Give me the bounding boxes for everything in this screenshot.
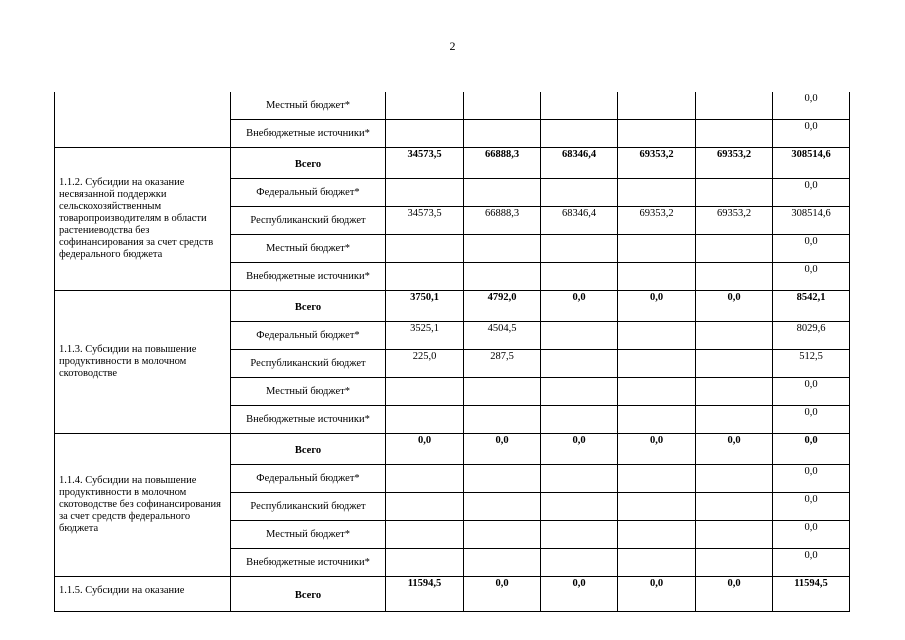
year-value-cell — [541, 406, 618, 434]
year-value-cell — [541, 465, 618, 493]
year-value-cell — [618, 465, 696, 493]
funding-source: Республиканский бюджет — [231, 493, 386, 521]
year-value-cell — [464, 235, 541, 263]
year-value-cell — [386, 378, 464, 406]
year-value-cell: 0,0 — [618, 291, 696, 322]
year-value-cell — [541, 493, 618, 521]
year-value-cell: 287,5 — [464, 350, 541, 378]
year-value-cell: 0,0 — [386, 434, 464, 465]
year-value-cell: 0,0 — [696, 291, 773, 322]
year-value-cell — [386, 406, 464, 434]
year-value-cell — [541, 235, 618, 263]
year-value-cell: 66888,3 — [464, 207, 541, 235]
total-value-cell: 0,0 — [773, 521, 850, 549]
funding-source: Внебюджетные источники* — [231, 120, 386, 148]
year-value-cell: 0,0 — [464, 577, 541, 612]
year-value-cell: 66888,3 — [464, 148, 541, 179]
year-value-cell — [618, 406, 696, 434]
year-value-cell — [386, 521, 464, 549]
funding-source: Местный бюджет* — [231, 92, 386, 120]
year-value-cell: 3750,1 — [386, 291, 464, 322]
year-value-cell — [386, 465, 464, 493]
year-value-cell — [386, 179, 464, 207]
table-total-row — [55, 148, 850, 179]
year-value-cell — [386, 235, 464, 263]
year-value-cell — [541, 521, 618, 549]
year-value-cell: 4504,5 — [464, 322, 541, 350]
year-value-cell — [696, 406, 773, 434]
funding-source: Всего — [231, 291, 386, 322]
funding-source: Местный бюджет* — [231, 378, 386, 406]
year-value-cell: 0,0 — [541, 434, 618, 465]
year-value-cell — [696, 92, 773, 120]
total-value-cell: 0,0 — [773, 434, 850, 465]
year-value-cell — [541, 92, 618, 120]
year-value-cell — [696, 493, 773, 521]
year-value-cell — [541, 350, 618, 378]
year-value-cell: 4792,0 — [464, 291, 541, 322]
year-value-cell — [464, 406, 541, 434]
funding-source: Местный бюджет* — [231, 235, 386, 263]
measure-description: 1.1.3. Субсидии на повышение продуктивности в молочном скотоводстве — [55, 291, 231, 434]
year-value-cell — [541, 549, 618, 577]
year-value-cell — [696, 120, 773, 148]
year-value-cell: 225,0 — [386, 350, 464, 378]
year-value-cell — [696, 179, 773, 207]
year-value-cell — [696, 263, 773, 291]
year-value-cell — [386, 92, 464, 120]
funding-source: Внебюджетные источники* — [231, 549, 386, 577]
total-value-cell: 0,0 — [773, 92, 850, 120]
total-value-cell: 8029,6 — [773, 322, 850, 350]
measure-description: 1.1.2. Субсидии на оказание несвязанной поддержки сельскохозяйственным товаропроизводителям в области растениеводства без софинансирования за счет средств федерального бюджета — [55, 148, 231, 291]
year-value-cell: 69353,2 — [696, 148, 773, 179]
funding-source: Республиканский бюджет — [231, 350, 386, 378]
total-value-cell: 0,0 — [773, 235, 850, 263]
funding-source: Внебюджетные источники* — [231, 263, 386, 291]
year-value-cell — [464, 378, 541, 406]
year-value-cell — [696, 465, 773, 493]
total-value-cell: 0,0 — [773, 549, 850, 577]
table-total-row — [55, 291, 850, 322]
year-value-cell: 11594,5 — [386, 577, 464, 612]
total-value-cell: 0,0 — [773, 179, 850, 207]
funding-source: Федеральный бюджет* — [231, 322, 386, 350]
year-value-cell — [696, 378, 773, 406]
year-value-cell: 0,0 — [696, 577, 773, 612]
year-value-cell — [541, 378, 618, 406]
year-value-cell — [464, 263, 541, 291]
year-value-cell: 0,0 — [541, 577, 618, 612]
funding-source: Республиканский бюджет — [231, 207, 386, 235]
funding-source: Федеральный бюджет* — [231, 465, 386, 493]
year-value-cell — [541, 120, 618, 148]
total-value-cell: 512,5 — [773, 350, 850, 378]
measure-description: 1.1.4. Субсидии на повышение продуктивности в молочном скотоводстве без софинансирования за счет средств федерального бюджета — [55, 434, 231, 577]
year-value-cell — [696, 549, 773, 577]
year-value-cell — [386, 263, 464, 291]
year-value-cell: 69353,2 — [618, 148, 696, 179]
year-value-cell: 3525,1 — [386, 322, 464, 350]
year-value-cell — [464, 92, 541, 120]
total-value-cell: 0,0 — [773, 465, 850, 493]
year-value-cell — [541, 322, 618, 350]
year-value-cell: 0,0 — [618, 434, 696, 465]
year-value-cell — [618, 378, 696, 406]
year-value-cell — [618, 493, 696, 521]
year-value-cell: 0,0 — [618, 577, 696, 612]
year-value-cell: 0,0 — [696, 434, 773, 465]
total-value-cell: 308514,6 — [773, 207, 850, 235]
year-value-cell — [696, 350, 773, 378]
funding-source: Всего — [231, 148, 386, 179]
year-value-cell — [618, 179, 696, 207]
table-row — [55, 92, 850, 120]
year-value-cell — [618, 92, 696, 120]
funding-source: Местный бюджет* — [231, 521, 386, 549]
budget-table-body — [55, 92, 850, 612]
total-value-cell: 11594,5 — [773, 577, 850, 612]
funding-source: Всего — [231, 434, 386, 465]
year-value-cell — [386, 549, 464, 577]
budget-table — [54, 92, 850, 612]
year-value-cell — [618, 322, 696, 350]
year-value-cell — [464, 179, 541, 207]
year-value-cell: 0,0 — [464, 434, 541, 465]
year-value-cell — [618, 120, 696, 148]
total-value-cell: 8542,1 — [773, 291, 850, 322]
funding-source: Федеральный бюджет* — [231, 179, 386, 207]
year-value-cell: 34573,5 — [386, 207, 464, 235]
year-value-cell — [464, 120, 541, 148]
year-value-cell — [464, 521, 541, 549]
year-value-cell — [541, 263, 618, 291]
year-value-cell — [541, 179, 618, 207]
total-value-cell: 308514,6 — [773, 148, 850, 179]
year-value-cell: 68346,4 — [541, 207, 618, 235]
total-value-cell: 0,0 — [773, 378, 850, 406]
year-value-cell: 34573,5 — [386, 148, 464, 179]
measure-description — [55, 92, 231, 148]
year-value-cell — [464, 465, 541, 493]
year-value-cell — [618, 350, 696, 378]
year-value-cell — [618, 521, 696, 549]
total-value-cell: 0,0 — [773, 406, 850, 434]
table-total-row — [55, 577, 850, 612]
year-value-cell — [618, 235, 696, 263]
page-number: 2 — [449, 39, 456, 53]
year-value-cell: 68346,4 — [541, 148, 618, 179]
year-value-cell — [696, 235, 773, 263]
year-value-cell — [386, 493, 464, 521]
total-value-cell: 0,0 — [773, 120, 850, 148]
total-value-cell: 0,0 — [773, 493, 850, 521]
year-value-cell — [696, 521, 773, 549]
year-value-cell — [386, 120, 464, 148]
year-value-cell — [464, 549, 541, 577]
year-value-cell — [464, 493, 541, 521]
year-value-cell — [618, 263, 696, 291]
year-value-cell: 69353,2 — [618, 207, 696, 235]
year-value-cell: 69353,2 — [696, 207, 773, 235]
table-total-row — [55, 434, 850, 465]
funding-source: Всего — [231, 577, 386, 612]
measure-description: 1.1.5. Субсидии на оказание — [55, 577, 231, 612]
year-value-cell — [696, 322, 773, 350]
year-value-cell: 0,0 — [541, 291, 618, 322]
funding-source: Внебюджетные источники* — [231, 406, 386, 434]
year-value-cell — [618, 549, 696, 577]
total-value-cell: 0,0 — [773, 263, 850, 291]
